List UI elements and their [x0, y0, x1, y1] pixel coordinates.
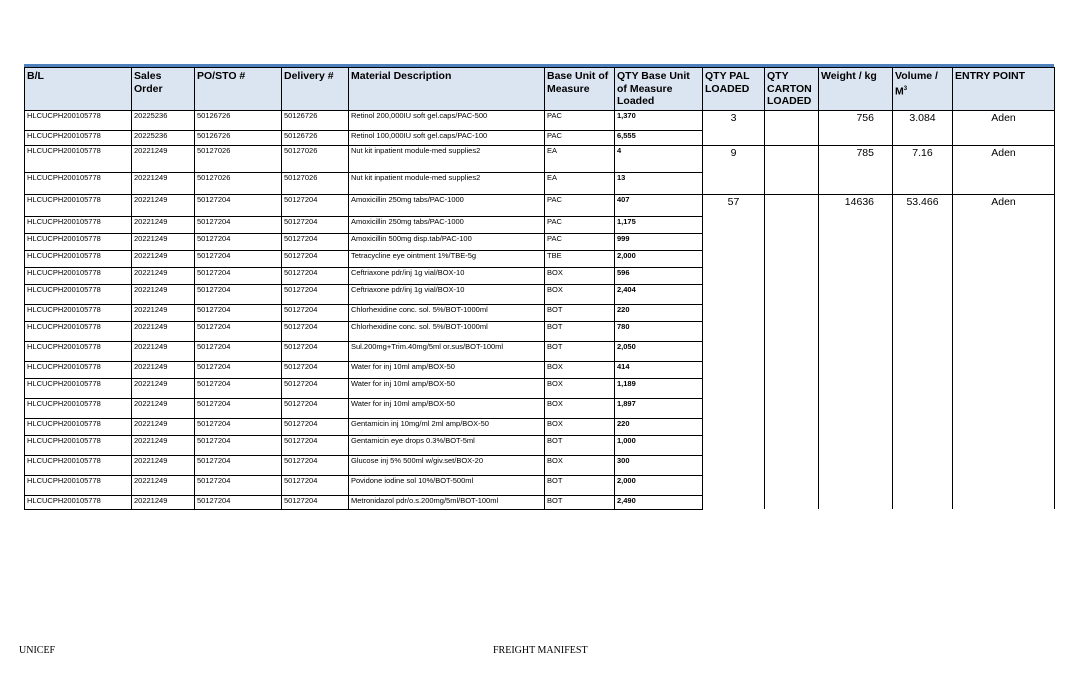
sales-order-cell: 20221249: [132, 172, 195, 194]
qty-cell: 1,189: [615, 378, 703, 398]
sales-order-cell: 20221249: [132, 361, 195, 378]
unit-cell: PAC: [545, 130, 615, 145]
sales-order-cell: 20221249: [132, 304, 195, 321]
material-cell: Povidone iodine sol 10%/BOT-500ml: [349, 475, 545, 495]
unit-cell: BOT: [545, 495, 615, 509]
bl-cell: HLCUCPH200105778: [25, 435, 132, 455]
bl-cell: HLCUCPH200105778: [25, 455, 132, 475]
bl-cell: HLCUCPH200105778: [25, 130, 132, 145]
sales-order-cell: 20221249: [132, 398, 195, 418]
po-cell: 50127204: [195, 361, 282, 378]
material-cell: Water for inj 10ml amp/BOX-50: [349, 378, 545, 398]
material-cell: Nut kit inpatient module-med supplies2: [349, 172, 545, 194]
qty-cell: 2,000: [615, 475, 703, 495]
bl-cell: HLCUCPH200105778: [25, 495, 132, 509]
bl-cell: HLCUCPH200105778: [25, 194, 132, 216]
unit-cell: BOT: [545, 321, 615, 341]
qty-cell: 2,050: [615, 341, 703, 361]
bl-cell: HLCUCPH200105778: [25, 475, 132, 495]
sales-order-cell: 20221249: [132, 341, 195, 361]
material-cell: Chlorhexidine conc. sol. 5%/BOT-1000ml: [349, 304, 545, 321]
unit-cell: PAC: [545, 216, 615, 233]
col-header-qty-carton: QTY CARTON LOADED: [765, 68, 819, 111]
po-cell: 50127026: [195, 172, 282, 194]
unit-cell: BOX: [545, 398, 615, 418]
material-cell: Water for inj 10ml amp/BOX-50: [349, 361, 545, 378]
po-cell: 50127204: [195, 233, 282, 250]
qty-cell: 1,175: [615, 216, 703, 233]
po-cell: 50127204: [195, 194, 282, 216]
volume-header-text: Volume / M: [895, 70, 938, 97]
bl-cell: HLCUCPH200105778: [25, 321, 132, 341]
sales-order-cell: 20221249: [132, 267, 195, 284]
entry-point-cell: Aden: [953, 194, 1055, 509]
qty-carton-cell: [765, 145, 819, 194]
weight-cell: 14636: [819, 194, 893, 509]
bl-cell: HLCUCPH200105778: [25, 304, 132, 321]
material-cell: Gentamicin eye drops 0.3%/BOT-5ml: [349, 435, 545, 455]
qty-cell: 220: [615, 304, 703, 321]
qty-pal-cell: 9: [703, 145, 765, 194]
bl-cell: HLCUCPH200105778: [25, 267, 132, 284]
qty-cell: 1,000: [615, 435, 703, 455]
material-cell: Glucose inj 5% 500ml w/giv.set/BOX-20: [349, 455, 545, 475]
unit-cell: EA: [545, 172, 615, 194]
volume-cell: 53.466: [893, 194, 953, 509]
qty-cell: 414: [615, 361, 703, 378]
po-cell: 50127204: [195, 216, 282, 233]
qty-cell: 300: [615, 455, 703, 475]
po-cell: 50127204: [195, 267, 282, 284]
qty-cell: 220: [615, 418, 703, 435]
sales-order-cell: 20221249: [132, 194, 195, 216]
col-header-material: Material Description: [349, 68, 545, 111]
bl-cell: HLCUCPH200105778: [25, 398, 132, 418]
unit-cell: BOX: [545, 361, 615, 378]
delivery-cell: 50127204: [282, 194, 349, 216]
manifest-body: [25, 110, 1055, 509]
volume-cell: 7.16: [893, 145, 953, 194]
delivery-cell: 50127204: [282, 321, 349, 341]
sales-order-cell: 20225236: [132, 130, 195, 145]
qty-cell: 780: [615, 321, 703, 341]
sales-order-cell: 20221249: [132, 250, 195, 267]
unit-cell: BOT: [545, 304, 615, 321]
po-cell: 50127204: [195, 341, 282, 361]
sales-order-cell: 20221249: [132, 495, 195, 509]
po-cell: 50127204: [195, 455, 282, 475]
qty-cell: 999: [615, 233, 703, 250]
po-cell: 50127204: [195, 398, 282, 418]
bl-cell: HLCUCPH200105778: [25, 172, 132, 194]
delivery-cell: 50127204: [282, 378, 349, 398]
footer-document-title: FREIGHT MANIFEST: [493, 645, 588, 656]
unit-cell: BOX: [545, 378, 615, 398]
delivery-cell: 50127204: [282, 267, 349, 284]
delivery-cell: 50126726: [282, 130, 349, 145]
delivery-cell: 50127204: [282, 398, 349, 418]
delivery-cell: 50127204: [282, 233, 349, 250]
unit-cell: BOT: [545, 475, 615, 495]
col-header-po-sto: PO/STO #: [195, 68, 282, 111]
material-cell: Sul.200mg+Trim.40mg/5ml or.sus/BOT-100ml: [349, 341, 545, 361]
material-cell: Tetracycline eye ointment 1%/TBE-5g: [349, 250, 545, 267]
delivery-cell: 50127204: [282, 341, 349, 361]
qty-cell: 596: [615, 267, 703, 284]
po-cell: 50126726: [195, 130, 282, 145]
qty-cell: 407: [615, 194, 703, 216]
po-cell: 50127204: [195, 250, 282, 267]
bl-cell: HLCUCPH200105778: [25, 418, 132, 435]
volume-cell: 3.084: [893, 110, 953, 145]
sales-order-cell: 20221249: [132, 216, 195, 233]
bl-cell: HLCUCPH200105778: [25, 250, 132, 267]
sales-order-cell: 20221249: [132, 378, 195, 398]
bl-cell: HLCUCPH200105778: [25, 284, 132, 304]
delivery-cell: 50127204: [282, 216, 349, 233]
po-cell: 50127204: [195, 321, 282, 341]
sales-order-cell: 20221249: [132, 475, 195, 495]
col-header-sales-order: Sales Order: [132, 68, 195, 111]
manifest-table: [24, 67, 1055, 510]
material-cell: Metronidazol pdr/o.s.200mg/5ml/BOT-100ml: [349, 495, 545, 509]
sales-order-cell: 20221249: [132, 145, 195, 172]
weight-cell: 785: [819, 145, 893, 194]
po-cell: 50127204: [195, 435, 282, 455]
unit-cell: EA: [545, 145, 615, 172]
delivery-cell: 50127204: [282, 495, 349, 509]
unit-cell: BOT: [545, 435, 615, 455]
material-cell: Chlorhexidine conc. sol. 5%/BOT-1000ml: [349, 321, 545, 341]
col-header-weight: Weight / kg: [819, 68, 893, 111]
table-row: [25, 145, 1055, 172]
delivery-cell: 50127026: [282, 172, 349, 194]
bl-cell: HLCUCPH200105778: [25, 216, 132, 233]
material-cell: Amoxicillin 500mg disp.tab/PAC-100: [349, 233, 545, 250]
qty-cell: 13: [615, 172, 703, 194]
unit-cell: TBE: [545, 250, 615, 267]
bl-cell: HLCUCPH200105778: [25, 378, 132, 398]
sales-order-cell: 20225236: [132, 110, 195, 130]
qty-pal-cell: 57: [703, 194, 765, 509]
po-cell: 50127204: [195, 475, 282, 495]
po-cell: 50127204: [195, 378, 282, 398]
po-cell: 50127204: [195, 284, 282, 304]
unit-cell: BOX: [545, 455, 615, 475]
bl-cell: HLCUCPH200105778: [25, 341, 132, 361]
entry-point-cell: Aden: [953, 145, 1055, 194]
po-cell: 50127204: [195, 304, 282, 321]
material-cell: Gentamicin inj 10mg/ml 2ml amp/BOX-50: [349, 418, 545, 435]
unit-cell: PAC: [545, 233, 615, 250]
delivery-cell: 50127204: [282, 304, 349, 321]
po-cell: 50127026: [195, 145, 282, 172]
material-cell: Ceftriaxone pdr/inj 1g vial/BOX-10: [349, 284, 545, 304]
qty-carton-cell: [765, 110, 819, 145]
unit-cell: BOX: [545, 267, 615, 284]
bl-cell: HLCUCPH200105778: [25, 233, 132, 250]
po-cell: 50126726: [195, 110, 282, 130]
qty-cell: 2,404: [615, 284, 703, 304]
delivery-cell: 50127204: [282, 250, 349, 267]
delivery-cell: 50127204: [282, 284, 349, 304]
table-row: [25, 194, 1055, 216]
po-cell: 50127204: [195, 495, 282, 509]
delivery-cell: 50127204: [282, 418, 349, 435]
delivery-cell: 50127204: [282, 361, 349, 378]
entry-point-cell: Aden: [953, 110, 1055, 145]
delivery-cell: 50127204: [282, 435, 349, 455]
delivery-cell: 50127204: [282, 455, 349, 475]
qty-cell: 6,555: [615, 130, 703, 145]
volume-header-superscript: 3: [903, 85, 908, 92]
col-header-qty-pal: QTY PAL LOADED: [703, 68, 765, 111]
qty-cell: 1,370: [615, 110, 703, 130]
weight-cell: 756: [819, 110, 893, 145]
material-cell: Retinol 100,000IU soft gel.caps/PAC-100: [349, 130, 545, 145]
qty-pal-cell: 3: [703, 110, 765, 145]
unit-cell: PAC: [545, 194, 615, 216]
material-cell: Water for inj 10ml amp/BOX-50: [349, 398, 545, 418]
col-header-qty-base: QTY Base Unit of Measure Loaded: [615, 68, 703, 111]
unit-cell: BOT: [545, 341, 615, 361]
delivery-cell: 50127204: [282, 475, 349, 495]
col-header-volume: [893, 68, 953, 111]
qty-cell: 4: [615, 145, 703, 172]
col-header-base-unit: Base Unit of Measure: [545, 68, 615, 111]
bl-cell: HLCUCPH200105778: [25, 361, 132, 378]
material-cell: Ceftriaxone pdr/inj 1g vial/BOX-10: [349, 267, 545, 284]
sales-order-cell: 20221249: [132, 455, 195, 475]
material-cell: Amoxicillin 250mg tabs/PAC-1000: [349, 194, 545, 216]
col-header-bl: B/L: [25, 68, 132, 111]
bl-cell: HLCUCPH200105778: [25, 110, 132, 130]
qty-cell: 2,000: [615, 250, 703, 267]
unit-cell: BOX: [545, 418, 615, 435]
unit-cell: PAC: [545, 110, 615, 130]
qty-cell: 1,897: [615, 398, 703, 418]
bl-cell: HLCUCPH200105778: [25, 145, 132, 172]
col-header-delivery: Delivery #: [282, 68, 349, 111]
qty-carton-cell: [765, 194, 819, 509]
unit-cell: BOX: [545, 284, 615, 304]
sales-order-cell: 20221249: [132, 435, 195, 455]
sales-order-cell: 20221249: [132, 321, 195, 341]
sales-order-cell: 20221249: [132, 284, 195, 304]
po-cell: 50127204: [195, 418, 282, 435]
qty-cell: 2,490: [615, 495, 703, 509]
material-cell: Retinol 200,000IU soft gel.caps/PAC-500: [349, 110, 545, 130]
col-header-entry-point: ENTRY POINT: [953, 68, 1055, 111]
delivery-cell: 50127026: [282, 145, 349, 172]
table-header-row: [25, 68, 1055, 111]
footer-organization: UNICEF: [19, 645, 56, 656]
sales-order-cell: 20221249: [132, 418, 195, 435]
table-row: [25, 110, 1055, 130]
material-cell: Nut kit inpatient module-med supplies2: [349, 145, 545, 172]
sales-order-cell: 20221249: [132, 233, 195, 250]
delivery-cell: 50126726: [282, 110, 349, 130]
material-cell: Amoxicillin 250mg tabs/PAC-1000: [349, 216, 545, 233]
